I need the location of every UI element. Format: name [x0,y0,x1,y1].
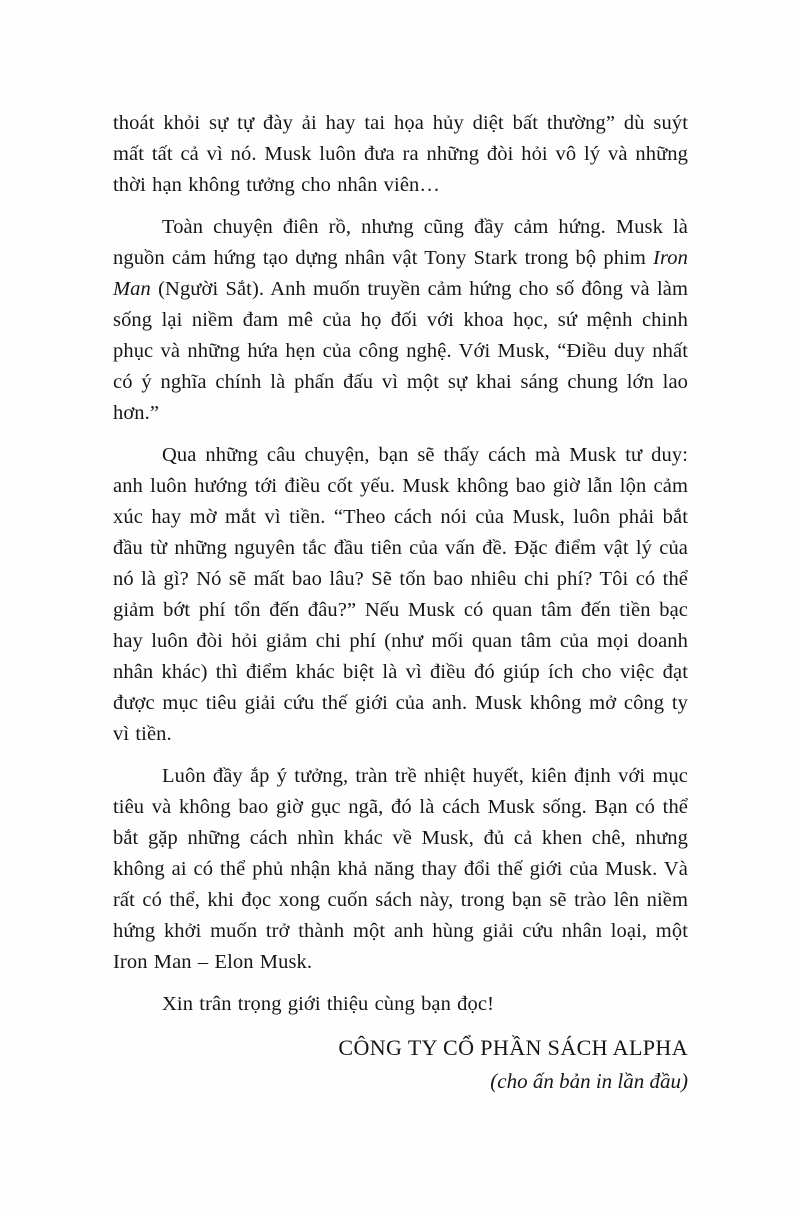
paragraphs-container [113,108,688,1020]
body-text: thoát khỏi sự tự đày ải hay tai họa hủy diệt bất thường” dù suýt mất tất cả vì nó. Musk luôn đưa ra những đòi hỏi vô lý và những thời hạn không tưởng cho nhân viên… [113,112,688,196]
paragraph [113,212,688,429]
publisher-signature: CÔNG TY CỔ PHẦN SÁCH ALPHA [338,1035,688,1060]
italic-text: Iron Man [113,247,688,300]
body-text: Qua những câu chuyện, bạn sẽ thấy cách mà Musk tư duy: anh luôn hướng tới điều cốt yếu. Musk không bao giờ lẫn lộn cảm xúc hay mờ mắt vì tiền. “Theo cách nói của Musk, luôn phải bắt đầu từ những nguyên tắc đầu tiên của vấn đề. Đặc điểm vật lý của nó là gì? Nó sẽ mất bao lâu? Sẽ tốn bao nhiêu chi phí? Tôi có thể giảm bớt phí tổn đến đâu?” Nếu Musk có quan tâm đến tiền bạc hay luôn đòi hỏi giảm chi phí (như mối quan tâm của mọi doanh nhân khác) thì điểm khác biệt là vì điều đó giúp ích cho việc đạt được mục tiêu giải cứu thế giới của anh. Musk không mở công ty vì tiền. [113,444,688,745]
paragraph [113,761,688,978]
page-text-block [113,108,688,1098]
signature-block [113,1031,688,1098]
body-text: Xin trân trọng giới thiệu cùng bạn đọc! [162,993,495,1015]
body-text: Toàn chuyện điên rồ, nhưng cũng đầy cảm hứng. Musk là nguồn cảm hứng tạo dựng nhân vật Tony Stark trong bộ phim [113,216,688,269]
paragraph [113,440,688,750]
body-text: (Người Sắt). Anh muốn truyền cảm hứng cho số đông và làm sống lại niềm đam mê của họ đối với khoa học, sứ mệnh chinh phục và những hứa hẹn của công nghệ. Với Musk, “Điều duy nhất có ý nghĩa chính là phấn đấu vì một sự khai sáng chung lớn lao hơn.” [113,278,688,424]
paragraph [113,989,688,1020]
signature-note: (cho ấn bản in lần đầu) [490,1069,688,1093]
body-text: Luôn đầy ắp ý tưởng, tràn trề nhiệt huyết, kiên định với mục tiêu và không bao giờ gục ngã, đó là cách Musk sống. Bạn có thể bắt gặp những cách nhìn khác về Musk, đủ cả khen chê, nhưng không ai có thể phủ nhận khả năng thay đổi thế giới của Musk. Và rất có thể, khi đọc xong cuốn sách này, trong bạn sẽ trào lên niềm hứng khởi muốn trở thành một anh hùng giải cứu nhân loại, một Iron Man – Elon Musk. [113,765,688,973]
paragraph [113,108,688,201]
